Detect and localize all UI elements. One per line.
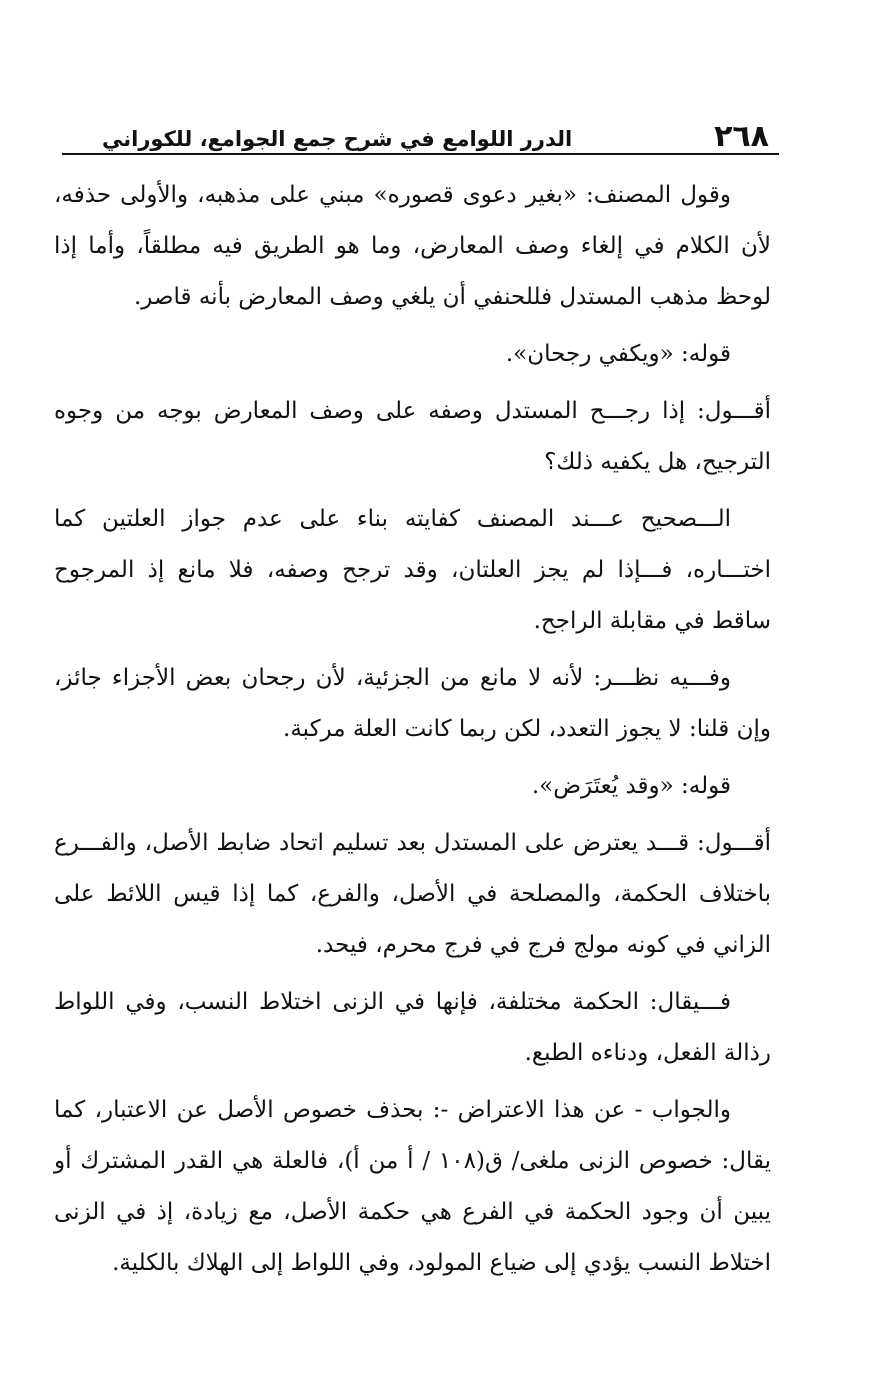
body-text — [54, 170, 771, 1289]
paragraph-2-quote: قوله: «ويكفي رجحان». — [505, 341, 731, 367]
paragraph-4: الـــصحيح عـــند المصنف كفايته بناء على عدم جواز العلتين كما اختـــاره، فـــإذا لم يجز العلتان، وقد ترجح وصفه، فلا مانع إذ المرجوح ساقط في مقابلة الراجح. — [54, 506, 771, 634]
paragraph-7: أقـــول: قـــد يعترض على المستدل بعد تسليم اتحاد ضابط الأصل، والفـــرع باختلاف الحكمة، والمصلحة في الأصل، والفرع، كما إذا قيس اللائط على الزاني في كونه مولج فرج في فرج محرم، فيحد. — [54, 830, 771, 958]
page-header — [62, 108, 769, 154]
paragraph-6-quote: قوله: «وقد يُعتَرَض». — [531, 773, 731, 799]
header-divider — [62, 153, 779, 155]
paragraph-5: وفـــيه نظـــر: لأنه لا مانع من الجزئية، لأن رجحان بعض الأجزاء جائز، وإن قلنا: لا يجوز التعدد، لكن ربما كانت العلة مركبة. — [54, 665, 771, 742]
running-title: الدرر اللوامع في شرح جمع الجوامع، للكوراني — [102, 127, 573, 151]
paragraph-1: وقول المصنف: «بغير دعوى قصوره» مبني على مذهبه، والأولى حذفه، لأن الكلام في إلغاء وصف المعارض، وما هو الطريق فيه مطلقاً، وأما إذا لوحظ مذهب المستدل فللحنفي أن يلغي وصف المعارض بأنه قاصر. — [54, 182, 771, 310]
paragraph-8: فـــيقال: الحكمة مختلفة، فإنها في الزنى اختلاط النسب، وفي اللواط رذالة الفعل، ودناءه الطبع. — [54, 989, 771, 1066]
paragraph-9: والجواب - عن هذا الاعتراض -: بحذف خصوص الأصل عن الاعتبار، كما يقال: خصوص الزنى ملغى/ ق(١٠٨ / أ من أ)، فالعلة هي القدر المشترك أو يبين أن وجود الحكمة في الفرع هي حكمة الأصل، مع زيادة، إذ في الزنى اختلاط النسب يؤدي إلى ضياع المولود، وفي اللواط إلى الهلاك بالكلية. — [54, 1097, 771, 1276]
paragraph-3: أقـــول: إذا رجـــح المستدل وصفه على وصف المعارض بوجه من وجوه الترجيح، هل يكفيه ذلك؟ — [54, 398, 771, 475]
page-number: ٢٦٨ — [714, 119, 769, 154]
